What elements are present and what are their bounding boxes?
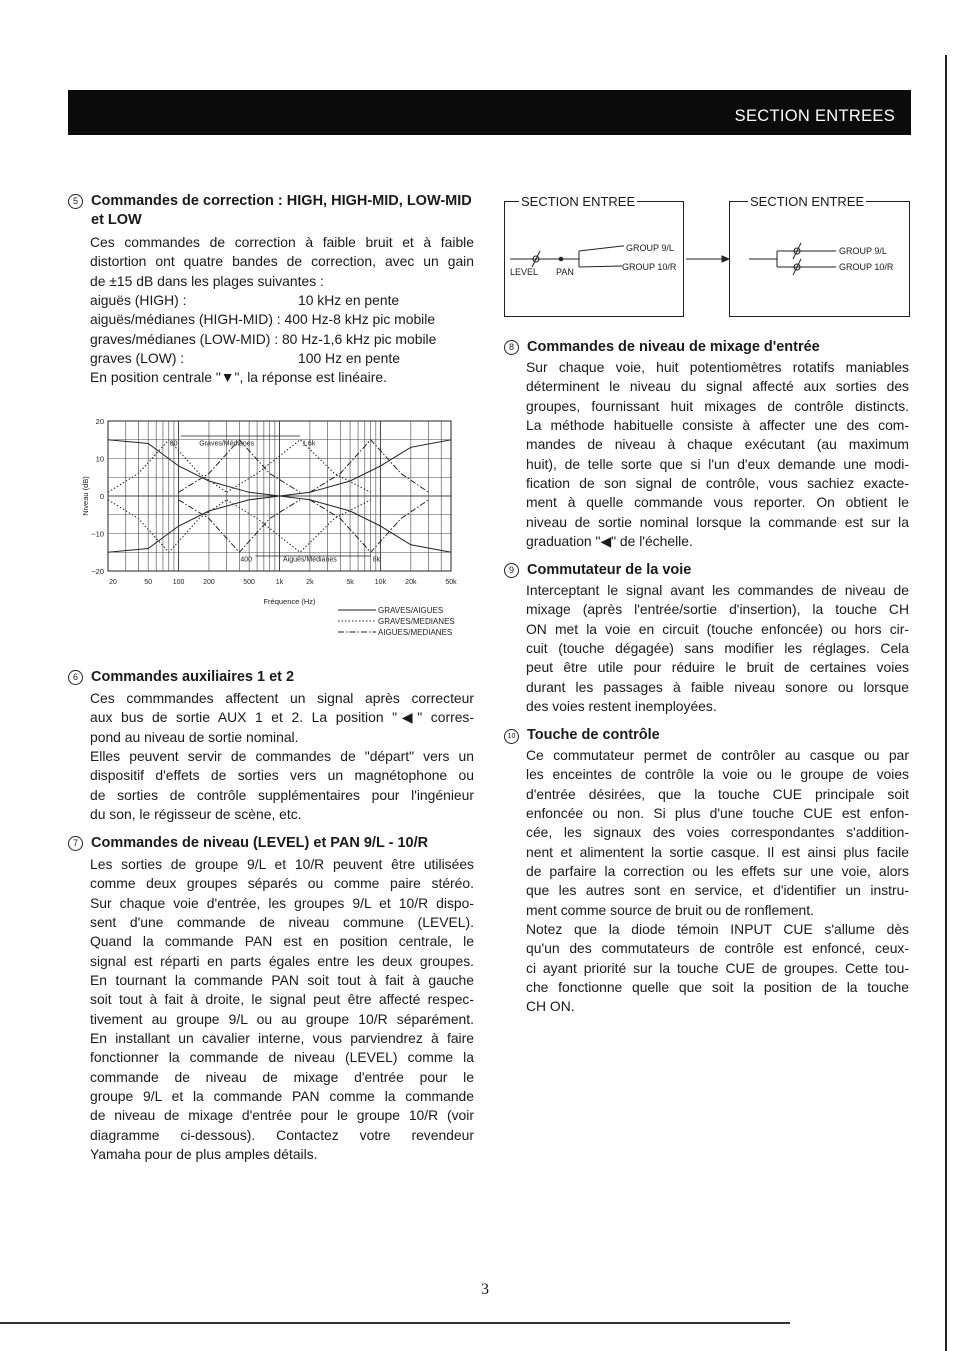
annotation-label: 400 <box>240 556 253 564</box>
body-line: niveau de sortie nominal lorsque la commande est sur la <box>526 513 909 530</box>
body-line: Quand la commande PAN est en position centrale, le <box>90 933 474 950</box>
body-line: Ce commutateur permet de contrôler au casque ou par <box>526 747 909 763</box>
body-line: de parfaire la correction ou les effets sur une voie, alors <box>526 863 909 880</box>
series-curve <box>108 496 280 552</box>
series-curve <box>280 496 452 552</box>
section-6 <box>68 668 474 824</box>
section-7 <box>68 834 474 1165</box>
pan-label: PAN <box>556 267 574 277</box>
body-line: Sur chaque voie, huit potentiomètres rotatifs maniables <box>526 359 909 375</box>
eq-response-chart <box>80 408 480 650</box>
body-line: CH ON. <box>526 998 575 1015</box>
body-line: aux bus de sortie AUX 1 et 2. La position "◀" corres- <box>90 709 474 726</box>
body-line: les enceintes de contrôle la voie ou le groupe de voies <box>526 766 909 783</box>
section-heading: Commandes de niveau de mixage d'entrée <box>527 339 820 355</box>
body-line: Ces commmandes affectent un signal après correcteur <box>90 690 474 706</box>
section-header-bar <box>68 90 911 135</box>
body-line: durant les passages à faible niveau sonore ou lorsque <box>526 678 909 695</box>
section-heading: Commandes de correction : HIGH, HIGH-MID, LOW-MID et LOW <box>91 193 472 228</box>
section-heading: Touche de contrôle <box>527 727 660 743</box>
x-tick-label: 5k <box>346 579 354 586</box>
eq-range-row: aiguës/médianes (HIGH-MID) : 400 Hz-8 kHz pic mobile <box>90 311 436 328</box>
section-number-badge: 5 <box>68 194 83 209</box>
footer-rule <box>0 1322 790 1324</box>
section-heading: Commutateur de la voie <box>527 562 692 578</box>
x-tick-label: 50k <box>445 579 457 586</box>
section-title: SECTION ENTREES <box>734 107 895 125</box>
group-9-label-right: GROUP 9/L <box>839 246 887 256</box>
body-line: déterminent le niveau du signal affecté aux sorties des <box>526 378 909 395</box>
x-tick-label: 200 <box>203 579 215 586</box>
section-8 <box>504 338 909 551</box>
body-line: huit), de telle sorte que si l'un d'eux demande une modi- <box>526 455 909 472</box>
body-line: pond au niveau de sortie nominal. <box>90 728 299 745</box>
section-10 <box>504 726 909 1017</box>
section-body <box>504 581 909 716</box>
body-line: distortion ont quatre bandes de correction, avec un gain <box>90 253 474 270</box>
body-line: que les autres sont en service, et d'identifier un instru- <box>526 882 909 899</box>
routing-lines <box>504 201 910 321</box>
body-line: des voies restent inemployées. <box>526 698 717 715</box>
body-line: tivement au groupe 9/L ou au groupe 10/R séparément. <box>90 1010 474 1027</box>
body-line: graduation "◀" de l'échelle. <box>526 533 693 550</box>
body-line: La méthode habituelle consiste à affecter une des com- <box>526 417 909 434</box>
body-line: de ±15 dB dans les plages suivantes : <box>90 272 324 289</box>
body-line: che fonctionne quelle que soit la position de la touche <box>526 979 909 996</box>
body-line: En installant un cavalier interne, vous parviendrez à faire <box>90 1030 474 1047</box>
box-title: SECTION ENTREE <box>521 194 636 209</box>
series-curve <box>280 440 452 496</box>
body-line: fication de son signal de contrôle, vous sachiez exacte- <box>526 475 909 492</box>
x-tick-label: 100 <box>172 579 185 586</box>
x-tick-label: 1k <box>275 579 284 586</box>
body-line: En tournant la commande PAN soit tout à fait à gauche <box>90 972 474 989</box>
y-axis-label: Niveau (dB) <box>81 476 90 516</box>
x-tick-label: 10k <box>374 579 387 586</box>
x-tick-label: 500 <box>243 579 255 586</box>
box-title: SECTION ENTREE <box>750 194 865 209</box>
section-body <box>68 233 474 388</box>
body-line: En position centrale "▼", la réponse est linéaire. <box>90 369 387 386</box>
x-tick-label: 20k <box>405 579 417 586</box>
body-line: ON met la voie en circuit (touche enfoncée) ou hors cir- <box>526 620 909 637</box>
section-number-badge: 8 <box>504 340 519 355</box>
body-line: de sorties de contrôle supplémentaires pour l'ingénieur <box>90 786 474 803</box>
annotation-label: Aiguës/Médianes <box>283 556 337 564</box>
body-line: dispositif d'effets de sorties vers un magnétophone ou <box>90 767 474 784</box>
group-10-label-right: GROUP 10/R <box>839 262 894 272</box>
body-line: nent et alimentent la sortie casque. Il est ainsi plus facile <box>526 843 909 860</box>
section-number-badge: 7 <box>68 836 83 851</box>
body-line: peut être utile pour réduire le bruit de certaines voies <box>526 659 909 676</box>
body-line: mixage (après l'entrée/sortie d'insertion), la touche CH <box>526 601 909 618</box>
y-tick-label: 20 <box>95 417 104 426</box>
series-curve <box>108 440 280 496</box>
series-curve <box>227 440 371 493</box>
legend-label: AIGUES/MEDIANES <box>378 628 453 637</box>
body-line: groupes, fournissant huit mixages de contrôle distincts. <box>526 397 909 414</box>
eq-range-row: graves/médianes (LOW-MID) : 80 Hz-1,6 kHz pic mobile <box>90 330 437 347</box>
body-line: signal est réparti en parts égales entre les deux groupes. <box>90 952 474 969</box>
body-line: Notez que la diode témoin INPUT CUE s'allume dès <box>526 921 909 938</box>
annotation-label: 80 <box>169 440 178 448</box>
body-line: Les sorties de groupe 9/L et 10/R peuvent être utilisées <box>90 856 474 872</box>
y-tick-label: −20 <box>91 567 104 576</box>
body-line: ci ayant priorité sur la touche CUE de groupes. Cette tou- <box>526 959 909 976</box>
section-body <box>504 746 909 1017</box>
section-number-badge: 6 <box>68 670 83 685</box>
body-line: Interceptant le signal avant les commandes de niveau de <box>526 582 909 598</box>
body-line: sent d'une commande de niveau commune (LEVEL). <box>90 914 474 931</box>
y-tick-label: 10 <box>95 454 104 464</box>
group-10-label: GROUP 10/R <box>622 262 677 272</box>
x-tick-label: 2k <box>306 579 314 586</box>
body-line: cuit (touche dégagée) sans modifier les réglages. Cela <box>526 640 909 657</box>
x-tick-label: 50 <box>144 579 153 586</box>
body-line: Sur chaque voie d'entrée, les groupes 9/L et 10/R dispo- <box>90 894 474 911</box>
body-line: Ces commandes de correction à faible bruit et à faible <box>90 234 474 250</box>
body-line: fonctionner la commande de niveau (LEVEL) comme la <box>90 1049 474 1066</box>
section-number-badge: 9 <box>504 563 519 578</box>
section-heading: Commandes de niveau (LEVEL) et PAN 9/L - 10/R <box>91 835 429 851</box>
body-line: ment comme source de bruit ou de ronflement. <box>526 901 814 918</box>
body-line: comme deux groupes séparés ou comme paire stéréo. <box>90 875 474 892</box>
body-line: groupe 9/L et la commande PAN comme la commande <box>90 1088 474 1105</box>
section-9 <box>504 561 909 716</box>
body-line: Elles peuvent servir de commandes de "départ" vers un <box>90 748 474 765</box>
body-line: commande de niveau de mixage d'entrée pour le <box>90 1068 474 1085</box>
section-body <box>68 689 474 824</box>
annotation-label: Graves/Médianes <box>199 440 255 448</box>
section-number-badge: 10 <box>504 729 519 744</box>
body-line: du son, le régisseur de scène, etc. <box>90 806 302 823</box>
x-tick-label: 20 <box>109 579 117 586</box>
annotation-label: 1.6k <box>302 440 316 448</box>
body-line: qu'un des commutateurs de contrôle est enfoncé, ceux- <box>526 940 909 957</box>
section-5 <box>68 192 474 388</box>
body-line: ment à quelle commande vous reporter. On obtient le <box>526 494 909 511</box>
level-label: LEVEL <box>510 267 539 277</box>
body-line: diagramme ci-dessous). Contactez votre revendeur <box>90 1126 474 1143</box>
body-line: d'entrée désirées, que la touche CUE principale soit <box>526 785 909 802</box>
y-tick-label: −10 <box>91 529 104 539</box>
routing-diagram <box>504 194 910 321</box>
annotation-label: 8k <box>372 556 381 564</box>
legend-label: GRAVES/MEDIANES <box>378 617 455 626</box>
section-body <box>504 358 909 551</box>
page-number: 3 <box>481 1281 489 1298</box>
body-line: de niveau de mixage d'entrée pour le groupe 10/R (voir <box>90 1107 474 1124</box>
eq-range-row: graves (LOW) : 100 Hz en pente <box>90 350 400 367</box>
section-heading: Commandes auxiliaires 1 et 2 <box>91 669 295 685</box>
x-axis-label: Fréquence (Hz) <box>263 597 316 606</box>
legend-label: GRAVES/AIGUES <box>378 606 444 615</box>
body-line: soit tout à fait à droite, le signal peut être affecté respec- <box>90 991 474 1008</box>
eq-range-row: aiguës (HIGH) : 10 kHz en pente <box>90 292 400 309</box>
body-line: enfoncée ou non. Si plus d'une touche CUE est enfon- <box>526 805 909 822</box>
y-tick-label: 0 <box>99 492 104 501</box>
body-line: cée, les signaux des voies correspondantes s'addition- <box>526 824 909 841</box>
series-curve <box>227 500 371 553</box>
group-9-label: GROUP 9/L <box>626 243 674 253</box>
section-body <box>68 855 474 1165</box>
page-edge-line <box>945 55 947 1351</box>
body-line: mandes de niveau à chaque exécutant (au maximum <box>526 436 909 453</box>
body-line: Yamaha pour de plus amples détails. <box>90 1146 318 1163</box>
